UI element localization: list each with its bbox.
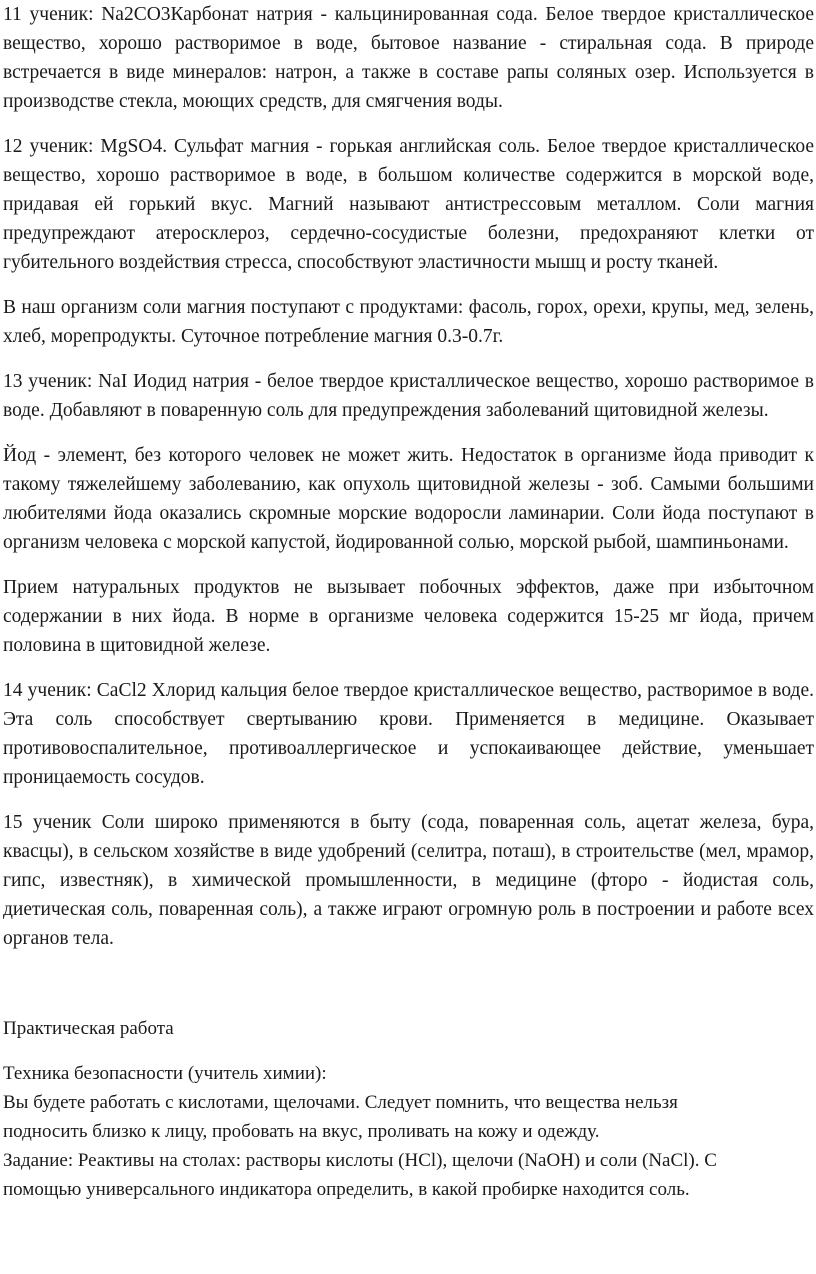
practical-work-heading: Практическая работа (3, 1018, 174, 1039)
safety-text-line: Вы будете работать с кислотами, щелочами. Следует помнить, что вещества нельзя (3, 1092, 678, 1113)
practical-work-block (3, 1059, 814, 1204)
task-line: Задание: Реактивы на столах: растворы кислоты (HCl), щелочи (NaOH) и соли (NaCl). С (3, 1150, 717, 1171)
document-page (3, 0, 814, 1204)
safety-line: Техника безопасности (учитель химии): (3, 1063, 327, 1084)
safety-text-line: подносить близко к лицу, пробовать на вкус, проливать на кожу и одежду. (3, 1121, 600, 1142)
paragraph-natural-products: Прием натуральных продуктов не вызывает побочных эффектов, даже при избыточном содержании в них йода. В норме в организме человека содержится 15-25 мг йода, причем половина в щитовидной железе. (3, 577, 814, 656)
paragraph-iodine: Йод - элемент, без которого человек не может жить. Недостаток в организме йода приводит к такому тяжелейшему заболеванию, как опухоль щитовидной железы - зоб. Самыми большими любителями йода оказались скромные морские водоросли ламинарии. Соли йода поступают в организм человека с морской капустой, йодированной солью, морской рыбой, шампиньонами. (3, 445, 814, 553)
paragraph-magnesium-food: В наш организм соли магния поступают с продуктами: фасоль, горох, орехи, крупы, мед, зелень, хлеб, морепродукты. Суточное потребление магния 0.3-0.7г. (3, 297, 814, 347)
paragraph-student-13: 13 ученик: NaI Иодид натрия - белое твердое кристаллическое вещество, хорошо растворимое в воде. Добавляют в поваренную соль для предупреждения заболеваний щитовидной железы. (3, 371, 814, 421)
paragraph-student-11: 11 ученик: Na2CO3Карбонат натрия - кальцинированная сода. Белое твердое кристаллическое вещество, хорошо растворимое в воде, бытовое название - стиральная сода. В природе встречается в виде минералов: натрон, а также в составе рапы соляных озер. Используется в производстве стекла, моющих средств, для смягчения воды. (3, 4, 814, 112)
task-line: помощью универсального индикатора определить, в какой пробирке находится соль. (3, 1179, 690, 1200)
blank-space (3, 969, 814, 1014)
paragraph-student-14: 14 ученик: CaCl2 Хлорид кальция белое твердое кристаллическое вещество, растворимое в воде. Эта соль способствует свертыванию крови. Применяется в медицине. Оказывает противовоспалительное, противоаллергическое и успокаивающее действие, уменьшает проницаемость сосудов. (3, 680, 814, 788)
paragraph-student-12: 12 ученик: MgSO4. Сульфат магния - горькая английская соль. Белое твердое кристаллическое вещество, хорошо растворимое в воде, в большом количестве содержится в морской воде, придавая ей горький вкус. Магний называют антистрессовым металлом. Соли магния предупреждают атеросклероз, сердечно-сосудистые болезни, предохраняют клетки от губительного воздействия стресса, способствуют эластичности мышц и росту тканей. (3, 136, 814, 273)
paragraph-student-15: 15 ученик Соли широко применяются в быту (сода, поваренная соль, ацетат железа, бура, квасцы), в сельском хозяйстве в виде удобрений (селитра, поташ), в строительстве (мел, мрамор, гипс, известняк), в химической промышленности, в медицине (фторо - йодистая соль, диетическая соль, поваренная соль), а также играют огромную роль в построении и работе всех органов тела. (3, 812, 814, 949)
